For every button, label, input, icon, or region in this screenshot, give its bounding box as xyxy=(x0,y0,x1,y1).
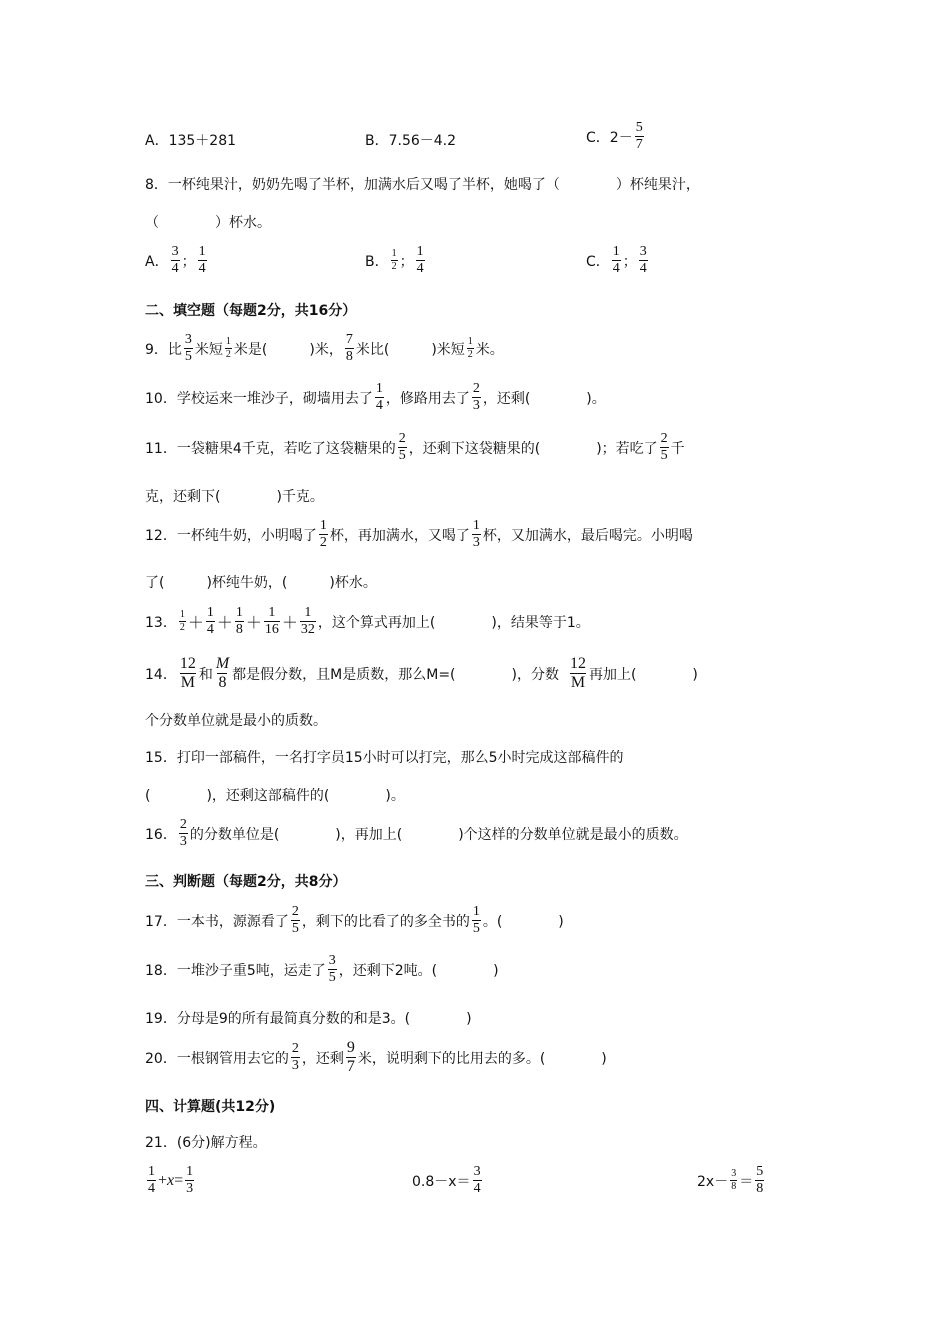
fraction xyxy=(206,606,215,637)
opt-label: B． xyxy=(365,253,389,270)
q19-text: 19．分母是9的所有最简真分数的和是3。( ) xyxy=(145,1011,472,1027)
fraction xyxy=(345,333,354,364)
frac-den: 7 xyxy=(635,137,643,152)
q17-text: 17．一本书，源源看了 xyxy=(145,913,289,930)
frac-den: 5 xyxy=(398,448,406,463)
frac-den: 5 xyxy=(291,921,299,936)
q14-text: 都是假分数，且M是质数，那么M=( )，分数 xyxy=(232,666,559,683)
q16 xyxy=(145,818,688,849)
frac-den: 3 xyxy=(472,398,480,413)
fraction xyxy=(391,249,398,272)
eq3-text: 2x－ xyxy=(697,1173,729,1190)
q20 xyxy=(145,1040,607,1075)
frac-den: 2 xyxy=(179,622,185,633)
q12-text: 12．一杯纯牛奶，小明喝了 xyxy=(145,527,317,544)
q11-line2 xyxy=(145,486,324,506)
frac-den: 4 xyxy=(416,261,424,276)
q7-option-c-label: C． xyxy=(586,129,610,146)
frac-num: 1 xyxy=(319,518,327,533)
q8-line2 xyxy=(145,212,271,232)
q9-text: 米比( )米短 xyxy=(355,341,465,358)
q12-line2 xyxy=(145,572,377,592)
frac-num: M xyxy=(215,655,230,672)
q14-text: 14． xyxy=(145,666,177,683)
frac-num: 2 xyxy=(291,904,299,919)
frac-den: 3 xyxy=(291,1058,299,1073)
equation-2 xyxy=(412,1165,484,1196)
frac-den: 4 xyxy=(612,261,620,276)
frac-num: 12 xyxy=(179,655,196,672)
q18-text: 18．一堆沙子重5吨，运走了 xyxy=(145,962,326,979)
q11-line1 xyxy=(145,432,685,463)
fraction xyxy=(291,905,300,936)
q12-text: 杯，又加满水，最后喝完。小明喝 xyxy=(482,527,693,544)
q7-option-b-text: B．7.56－4.2 xyxy=(365,133,457,149)
fraction xyxy=(612,245,621,276)
fraction xyxy=(375,382,384,413)
frac-num: 1 xyxy=(235,605,243,620)
fraction xyxy=(179,656,197,691)
frac-den: 8 xyxy=(345,349,353,364)
q12-line1 xyxy=(145,519,693,550)
q10-text: ，修路用去了 xyxy=(385,390,470,407)
q8-text: 8．一杯纯果汁，奶奶先喝了半杯，加满水后又喝了半杯，她喝了（ ）杯纯果汁， xyxy=(145,177,700,193)
frac-num: 1 xyxy=(375,381,383,396)
plus: ＋ xyxy=(281,615,298,632)
frac-den: 4 xyxy=(639,261,647,276)
q8-text2: （ ）杯水。 xyxy=(145,215,271,231)
fraction xyxy=(198,245,207,276)
frac-den: 5 xyxy=(660,448,668,463)
frac-den: 4 xyxy=(206,622,214,637)
q15-text2: ( )，还剩这部稿件的( )。 xyxy=(145,788,405,804)
fraction xyxy=(319,519,328,550)
variable: x xyxy=(167,1171,175,1189)
q8-option-b xyxy=(365,245,427,276)
eq2-text: 0.8－x＝ xyxy=(412,1173,471,1190)
q10-text: ，还剩( )。 xyxy=(482,390,606,407)
equals: ＝ xyxy=(739,1173,754,1190)
frac-den: 4 xyxy=(171,261,179,276)
q19 xyxy=(145,1008,472,1028)
q8-line1 xyxy=(145,174,700,194)
q8-option-a xyxy=(145,245,209,276)
sep: ； xyxy=(399,253,414,270)
frac-num: 1 xyxy=(225,336,231,347)
frac-den: 4 xyxy=(198,261,206,276)
q17-text: 。( ) xyxy=(482,913,564,930)
q10-text: 10．学校运来一堆沙子，砌墙用去了 xyxy=(145,390,373,407)
frac-num: 1 xyxy=(416,244,424,259)
frac-num: 3 xyxy=(473,1164,481,1179)
q21-title xyxy=(145,1132,267,1152)
frac-num: 1 xyxy=(198,244,206,259)
fraction xyxy=(184,333,193,364)
frac-den: M xyxy=(570,674,586,691)
frac-num: 1 xyxy=(268,605,276,620)
plus: ＋ xyxy=(245,615,262,632)
q9-text: 米。 xyxy=(475,341,504,358)
fraction xyxy=(569,656,587,691)
section3-title xyxy=(145,871,346,891)
q17-text: ，剩下的比看了的多全书的 xyxy=(301,913,470,930)
frac-den: 3 xyxy=(472,535,480,550)
fraction xyxy=(472,382,481,413)
frac-num: 5 xyxy=(635,120,643,135)
fraction xyxy=(467,337,474,360)
section4-title xyxy=(145,1096,275,1116)
frac-den: 8 xyxy=(731,1181,737,1192)
frac-num: 3 xyxy=(328,953,336,968)
fraction xyxy=(639,245,648,276)
opt-label: C． xyxy=(586,253,610,270)
frac-den: 2 xyxy=(225,349,231,360)
section3-title-text: 三、判断题（每题2分，共8分） xyxy=(145,874,347,890)
q21-title-text: 21．(6分)解方程。 xyxy=(145,1135,267,1151)
q20-text: 米，说明剩下的比用去的多。( ) xyxy=(357,1050,607,1067)
plus: ＋ xyxy=(216,615,233,632)
fraction xyxy=(346,1040,356,1075)
q20-text: ，还剩 xyxy=(301,1050,344,1067)
frac-num: 5 xyxy=(756,1164,764,1179)
q7-option-c xyxy=(586,121,646,152)
opt-label: A． xyxy=(145,253,169,270)
frac-den: 5 xyxy=(184,349,192,364)
fraction xyxy=(264,606,280,637)
q9 xyxy=(145,333,504,364)
q9-text: 米短 xyxy=(194,341,223,358)
q18-text: ，还剩下2吨。( ) xyxy=(338,962,499,979)
frac-den: 8 xyxy=(756,1181,764,1196)
frac-den: 3 xyxy=(186,1181,194,1196)
fraction xyxy=(291,1042,300,1073)
frac-den: 2 xyxy=(319,535,327,550)
q7-option-a-text: A．135＋281 xyxy=(145,133,237,149)
frac-num: 3 xyxy=(171,244,179,259)
fraction xyxy=(472,905,481,936)
frac-num: 1 xyxy=(179,609,185,620)
frac-num: 1 xyxy=(472,904,480,919)
q14-text: 和 xyxy=(198,666,213,683)
fraction xyxy=(185,1165,194,1196)
frac-num: 1 xyxy=(472,518,480,533)
q13-text: ，这个算式再加上( )，结果等于1。 xyxy=(317,614,590,631)
q8-option-c xyxy=(586,245,650,276)
fraction xyxy=(398,432,407,463)
q18 xyxy=(145,954,499,985)
frac-den: 4 xyxy=(375,398,383,413)
fraction xyxy=(235,606,244,637)
q7-option-b xyxy=(365,130,456,150)
frac-num: 9 xyxy=(346,1039,355,1056)
fraction xyxy=(171,245,180,276)
q9-text: 米是( )米， xyxy=(233,341,343,358)
equation-1 xyxy=(145,1165,196,1196)
fraction xyxy=(416,245,425,276)
q20-text: 20．一根钢管用去它的 xyxy=(145,1050,289,1067)
q12-text2: 了( )杯纯牛奶，( )杯水。 xyxy=(145,575,377,591)
plus: + xyxy=(158,1171,168,1189)
q12-text: 杯，再加满水，又喝了 xyxy=(329,527,470,544)
fraction xyxy=(473,1165,482,1196)
q14-text2: 个分数单位就是最小的质数。 xyxy=(145,713,327,729)
frac-num: 3 xyxy=(731,1168,737,1179)
frac-den: 4 xyxy=(473,1181,481,1196)
frac-den: 4 xyxy=(148,1181,155,1196)
section4-title-text: 四、计算题(共12分) xyxy=(145,1099,276,1115)
fraction xyxy=(225,337,232,360)
q11-text: 千 xyxy=(670,440,685,457)
q14-line2 xyxy=(145,710,327,730)
q7-option-a xyxy=(145,130,236,150)
frac-den: 16 xyxy=(264,622,279,637)
q14-line1 xyxy=(145,656,698,691)
q9-text: 9．比 xyxy=(145,341,182,358)
frac-num: 1 xyxy=(391,248,397,259)
frac-num: 1 xyxy=(304,605,312,620)
frac-num: 2 xyxy=(291,1041,299,1056)
fraction xyxy=(660,432,669,463)
section2-title xyxy=(145,300,356,320)
section2-title-text: 二、填空题（每题2分，共16分） xyxy=(145,303,357,319)
frac-num: 3 xyxy=(184,332,192,347)
fraction xyxy=(328,954,337,985)
q11-text: ，还剩下这袋糖果的( )；若吃了 xyxy=(408,440,658,457)
fraction xyxy=(755,1165,764,1196)
frac-num: 2 xyxy=(472,381,480,396)
equation-3 xyxy=(697,1165,766,1196)
q15-line1 xyxy=(145,747,624,767)
frac-num: 2 xyxy=(660,431,668,446)
frac-den: 32 xyxy=(300,622,315,637)
plus: ＋ xyxy=(187,615,204,632)
sep: ； xyxy=(622,253,637,270)
q17 xyxy=(145,905,564,936)
q11-text: 11．一袋糖果4千克，若吃了这袋糖果的 xyxy=(145,440,396,457)
frac-num: 1 xyxy=(186,1164,194,1179)
q16-text: 的分数单位是( )，再加上( )个这样的分数单位就是最小的质数。 xyxy=(189,826,688,843)
frac-num: 3 xyxy=(639,244,647,259)
frac-num: 2 xyxy=(398,431,406,446)
q11-text2: 克，还剩下( )千克。 xyxy=(145,489,324,505)
fraction xyxy=(215,656,230,691)
fraction xyxy=(147,1165,156,1196)
fraction xyxy=(472,519,481,550)
frac-den: 3 xyxy=(179,834,187,849)
q14-text: 再加上( ) xyxy=(588,666,698,683)
q7-option-c-fraction xyxy=(635,121,644,152)
frac-num: 1 xyxy=(467,336,473,347)
frac-num: 1 xyxy=(148,1164,155,1179)
q13 xyxy=(145,606,590,637)
q7-option-c-whole: 2－ xyxy=(609,129,633,146)
fraction xyxy=(730,1169,737,1192)
fraction xyxy=(300,606,316,637)
frac-den: 8 xyxy=(218,674,227,691)
equals: = xyxy=(174,1171,184,1189)
frac-den: 5 xyxy=(472,921,480,936)
frac-num: 7 xyxy=(345,332,353,347)
frac-num: 12 xyxy=(569,655,586,672)
fraction xyxy=(179,610,186,633)
q10 xyxy=(145,382,606,413)
frac-den: M xyxy=(180,674,195,691)
frac-num: 1 xyxy=(206,605,214,620)
frac-den: 7 xyxy=(346,1058,355,1075)
frac-den: 2 xyxy=(391,261,397,272)
frac-den: 5 xyxy=(328,970,336,985)
q15-line2 xyxy=(145,785,405,805)
q15-text: 15．打印一部稿件，一名打字员15小时可以打完，那么5小时完成这部稿件的 xyxy=(145,750,624,766)
frac-num: 1 xyxy=(612,244,620,259)
fraction xyxy=(179,818,188,849)
frac-den: 8 xyxy=(235,622,243,637)
q16-text: 16． xyxy=(145,826,177,843)
sep: ； xyxy=(181,253,196,270)
frac-den: 2 xyxy=(467,349,473,360)
frac-num: 2 xyxy=(179,817,187,832)
q13-text: 13． xyxy=(145,614,177,631)
